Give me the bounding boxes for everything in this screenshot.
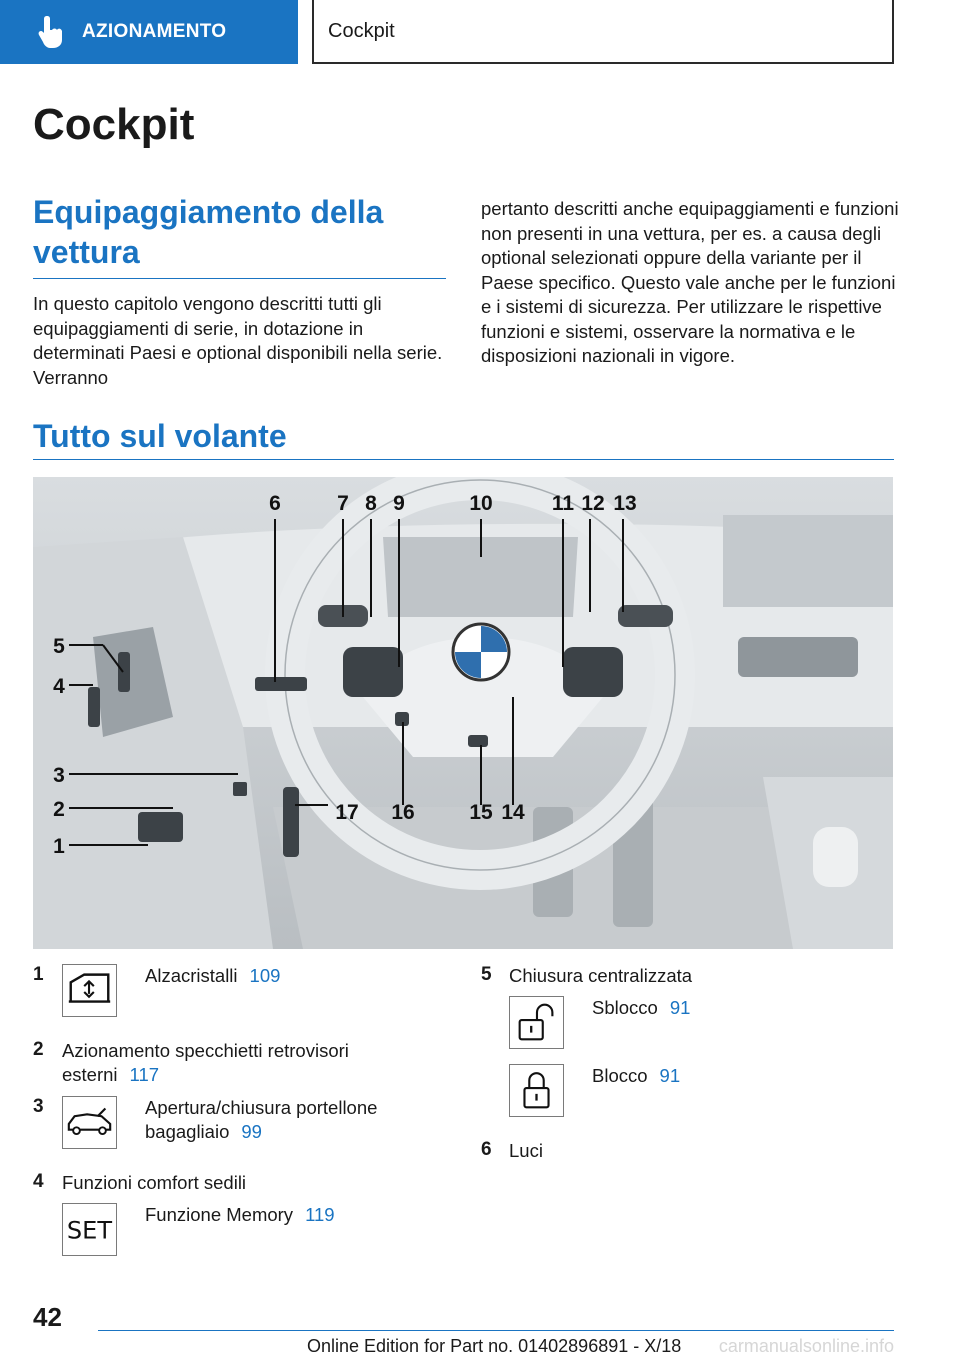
legend-item-6: [509, 1139, 809, 1163]
callout-13: 13: [613, 492, 637, 515]
callout-1: 1: [53, 835, 65, 858]
equipment-paragraph-2: pertanto descritti anche equipaggiamenti e funzioni non presenti in una vettura, per es. a causa degli optional selezionati oppure della variante per il Paese specifico. Questo vale anche per le funzioni e i sistemi di sicurezza. Per utilizzare le rispettive funzioni e sistemi, osservare la normativa e le disposizioni nazionali in vigore.: [481, 198, 899, 366]
lock-icon: [509, 1064, 564, 1117]
legend-number: 2: [33, 1039, 44, 1060]
callout-4: 4: [53, 675, 65, 698]
unlock-icon: [509, 996, 564, 1049]
legend-number: 6: [481, 1139, 492, 1160]
page-number: 42: [33, 1302, 62, 1332]
callout-9: 9: [393, 492, 405, 515]
legend-label: Apertura/chiusura portellone bagagliaio: [145, 1097, 378, 1142]
page-ref-link[interactable]: 109: [249, 965, 281, 986]
section-header: [312, 0, 894, 64]
callout-8: 8: [365, 492, 377, 515]
callout-11: 11: [551, 492, 575, 515]
legend-label: Luci: [509, 1140, 543, 1161]
legend-number: 5: [481, 964, 492, 985]
legend-item-5: [509, 964, 849, 988]
set-icon-text: SET: [66, 1216, 113, 1245]
page-ref-link[interactable]: 91: [669, 997, 691, 1018]
legend-item-lock: [592, 1064, 852, 1088]
page-ref-link[interactable]: 119: [305, 1204, 335, 1225]
window-lift-icon: [62, 964, 117, 1017]
callout-16: 16: [391, 801, 415, 824]
legend-label: Blocco: [592, 1065, 648, 1086]
watermark: carmanualsonline.info: [718, 1336, 894, 1356]
equipment-heading: Equipaggiamento della vettura: [33, 192, 446, 279]
callout-10: 10: [469, 492, 493, 515]
page-ref-link[interactable]: 91: [659, 1065, 681, 1086]
callout-2: 2: [53, 798, 65, 821]
legend-number: 3: [33, 1096, 44, 1117]
legend-label: Alzacristalli: [145, 965, 238, 986]
callout-5: 5: [53, 635, 65, 658]
callout-6: 6: [269, 492, 281, 515]
page-title: Cockpit: [33, 100, 195, 149]
legend-item-memory: [145, 1203, 445, 1227]
legend-item-3: [145, 1096, 445, 1144]
callout-17: 17: [335, 801, 359, 824]
footer-edition: Online Edition for Part no. 01402896891 - X/18: [307, 1336, 682, 1356]
legend-label: Funzioni comfort sedili: [62, 1172, 247, 1193]
legend-item-1: [145, 964, 445, 988]
legend-number: 1: [33, 964, 44, 985]
callout-14: 14: [501, 801, 525, 824]
callout-7: 7: [337, 492, 349, 515]
page-ref-link[interactable]: 117: [129, 1064, 160, 1085]
legend-label: Chiusura centralizzata: [509, 965, 693, 986]
tailgate-icon: [62, 1096, 117, 1149]
page-ref-link[interactable]: 99: [241, 1121, 262, 1142]
footer-divider: [98, 1330, 894, 1331]
legend-item-unlock: [592, 996, 852, 1020]
section-label: Cockpit: [328, 19, 395, 42]
cockpit-illustration: [33, 477, 893, 949]
legend-item-4: [62, 1171, 402, 1195]
legend-label: Funzione Memory: [145, 1204, 294, 1225]
pointing-hand-icon: [36, 14, 66, 50]
legend-label: Sblocco: [592, 997, 658, 1018]
callout-3: 3: [53, 764, 65, 787]
cockpit-figure: [33, 477, 893, 949]
legend-number: 4: [33, 1171, 44, 1192]
steering-heading: Tutto sul volante: [33, 416, 894, 460]
legend-item-2: [62, 1039, 382, 1087]
set-button-icon: [62, 1203, 117, 1256]
legend-label: Azionamento specchietti retrovisori esterni: [62, 1040, 349, 1085]
callout-15: 15: [469, 801, 493, 824]
equipment-paragraph-1: In questo capitolo vengono descritti tutti gli equipaggiamenti di serie, in dotazione in determinati Paesi e optional disponibili nella serie. Verranno: [33, 293, 443, 388]
chapter-tab: [0, 0, 298, 64]
callout-12: 12: [581, 492, 605, 515]
chapter-label: AZIONAMENTO: [82, 21, 227, 42]
